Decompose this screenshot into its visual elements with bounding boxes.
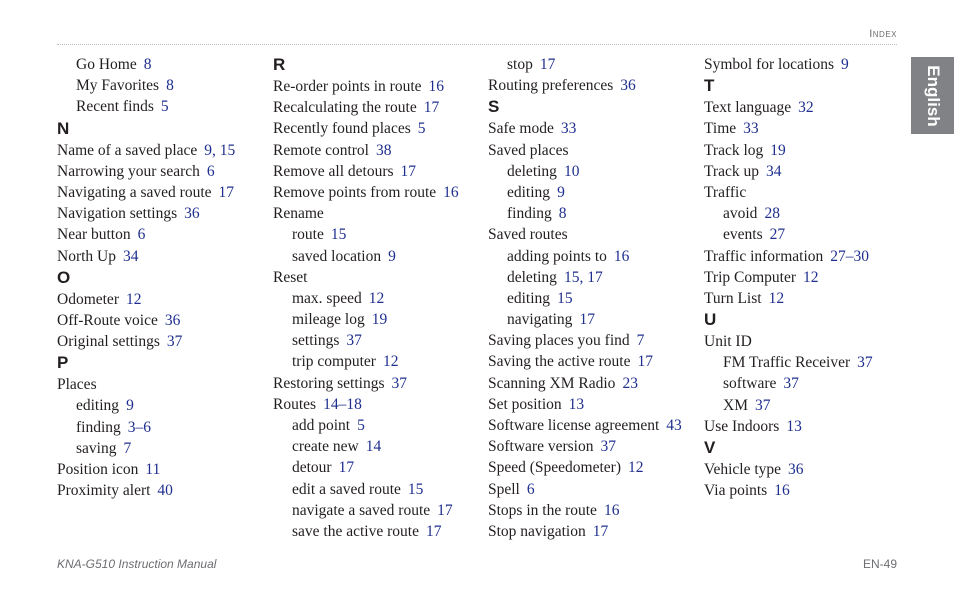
index-term: Spell xyxy=(488,480,520,498)
index-entry xyxy=(57,203,262,224)
index-term: Time xyxy=(704,120,737,138)
index-subentry xyxy=(273,309,478,330)
page-reference-link[interactable]: 43 xyxy=(666,417,682,434)
index-entry xyxy=(488,521,693,542)
index-entry xyxy=(704,331,909,352)
page-reference-link[interactable]: 33 xyxy=(743,120,759,138)
index-entry xyxy=(57,310,262,331)
index-subentry xyxy=(488,54,693,75)
page-reference-link[interactable]: 12 xyxy=(628,459,644,477)
index-term: software xyxy=(723,375,777,393)
index-subentry xyxy=(273,351,478,372)
index-column-1 xyxy=(57,54,262,501)
index-term: Name of a saved place xyxy=(57,141,198,159)
index-letter-heading: T xyxy=(704,76,715,96)
index-term: Text language xyxy=(704,99,792,117)
index-term: max. speed xyxy=(292,289,362,307)
index-subentry xyxy=(704,373,909,394)
index-subentry xyxy=(273,479,478,500)
page-reference-link[interactable]: 12 xyxy=(125,290,142,308)
index-letter-heading: V xyxy=(704,438,716,457)
index-subentry xyxy=(273,457,478,478)
page-reference-link[interactable]: 5 xyxy=(160,98,169,116)
index-entry xyxy=(704,54,909,75)
index-entry xyxy=(57,374,262,395)
index-term: finding xyxy=(76,418,121,436)
index-entry xyxy=(488,330,693,351)
index-term: Scanning XM Radio xyxy=(488,374,616,392)
index-term: Traffic xyxy=(704,183,747,201)
page-reference-link[interactable]: 8 xyxy=(143,56,152,73)
page-reference-link[interactable]: 17 xyxy=(579,311,595,329)
index-term: Saved places xyxy=(488,141,569,159)
index-subentry xyxy=(273,246,478,267)
page-reference-link[interactable]: 7 xyxy=(636,332,645,350)
page-reference-link[interactable]: 37 xyxy=(857,354,873,372)
index-term: Turn List xyxy=(704,289,762,307)
index-subentry xyxy=(57,96,262,117)
manual-title: KNA-G510 Instruction Manual xyxy=(57,557,217,571)
index-term: editing xyxy=(507,289,551,307)
language-tab-label: English xyxy=(923,64,943,127)
index-entry xyxy=(704,118,909,139)
page-reference-link[interactable]: 17 xyxy=(592,522,609,540)
index-term: editing xyxy=(76,397,120,415)
index-column-2 xyxy=(273,54,478,542)
index-term: Go Home xyxy=(76,56,137,73)
index-term: navigate a saved route xyxy=(292,501,431,519)
index-term: Safe mode xyxy=(488,120,554,138)
page-reference-link[interactable]: 3–6 xyxy=(127,418,152,436)
page-reference-link[interactable]: 12 xyxy=(768,289,785,307)
index-entry xyxy=(488,351,693,372)
page-reference-link[interactable]: 27–30 xyxy=(830,247,869,265)
page-reference-link[interactable]: 6 xyxy=(206,162,215,180)
index-subentry xyxy=(273,415,478,436)
index-term: Via points xyxy=(704,482,768,500)
page-reference-link[interactable]: 12 xyxy=(382,353,399,371)
page-reference-link[interactable]: 37 xyxy=(166,333,183,351)
index-entry xyxy=(273,267,478,288)
page-reference-link[interactable]: 5 xyxy=(357,417,365,434)
index-term: Symbol for locations xyxy=(704,56,835,73)
page-reference-link[interactable]: 6 xyxy=(526,480,535,498)
index-term: Routing preferences xyxy=(488,77,614,95)
index-term: Recalculating the route xyxy=(273,99,417,117)
page-reference-link[interactable]: 14–18 xyxy=(323,395,362,413)
index-entry xyxy=(273,161,478,182)
index-entry xyxy=(273,97,478,118)
index-entry xyxy=(57,331,262,352)
index-term: Places xyxy=(57,376,97,394)
page-reference-link[interactable]: 15 xyxy=(330,226,347,244)
index-entry xyxy=(488,415,693,436)
index-term: create new xyxy=(292,438,359,456)
index-subentry xyxy=(488,267,693,288)
page-reference-link[interactable]: 16 xyxy=(774,482,790,500)
index-term: add point xyxy=(292,417,351,434)
page-reference-link[interactable]: 15, 17 xyxy=(563,268,603,286)
index-term: route xyxy=(292,226,324,244)
index-entry xyxy=(273,373,478,394)
page-reference-link[interactable]: 34 xyxy=(765,162,782,180)
index-entry xyxy=(488,394,693,415)
index-subentry xyxy=(57,75,262,96)
index-subentry xyxy=(488,246,693,267)
index-entry xyxy=(704,97,909,118)
page-reference-link[interactable]: 16 xyxy=(603,501,620,519)
index-subentry xyxy=(273,500,478,521)
index-subentry xyxy=(57,417,262,438)
index-subentry xyxy=(704,352,909,373)
index-letter-heading: O xyxy=(57,267,71,287)
index-term: Restoring settings xyxy=(273,374,385,392)
index-term: deleting xyxy=(507,162,557,180)
index-term: Stops in the route xyxy=(488,501,597,519)
page-number: EN-49 xyxy=(862,557,897,571)
index-entry xyxy=(704,459,909,480)
page-reference-link[interactable]: 36 xyxy=(184,205,200,223)
index-term: stop xyxy=(507,56,533,73)
index-term: Saving the active route xyxy=(488,353,631,371)
page-reference-link[interactable]: 19 xyxy=(770,141,786,159)
index-term: Software version xyxy=(488,438,594,456)
page-reference-link[interactable]: 9 xyxy=(126,397,134,415)
page-reference-link[interactable]: 37 xyxy=(391,374,408,392)
page-reference-link[interactable]: 13 xyxy=(786,417,802,435)
index-term: Traffic information xyxy=(704,247,824,265)
index-subentry xyxy=(273,330,478,351)
page-reference-link[interactable]: 15 xyxy=(407,480,424,498)
index-entry xyxy=(57,459,262,480)
index-entry xyxy=(704,288,909,309)
index-term: settings xyxy=(292,332,340,350)
index-entry xyxy=(273,394,478,415)
index-entry xyxy=(488,75,693,96)
index-entry xyxy=(488,118,693,139)
index-term: navigating xyxy=(507,311,573,329)
index-term: Recently found places xyxy=(273,120,411,138)
index-subentry xyxy=(273,436,478,457)
index-entry xyxy=(57,161,262,182)
index-entry xyxy=(704,182,909,203)
index-term: Stop navigation xyxy=(488,522,586,540)
index-term: Remote control xyxy=(273,141,369,159)
index-term: Use Indoors xyxy=(704,417,780,435)
page-reference-link[interactable]: 12 xyxy=(803,268,819,286)
page-reference-link[interactable]: 36 xyxy=(620,77,636,95)
page-reference-link[interactable]: 17 xyxy=(218,183,235,201)
index-term: Vehicle type xyxy=(704,461,782,478)
page-reference-link[interactable]: 33 xyxy=(560,120,577,138)
page-reference-link[interactable]: 38 xyxy=(376,141,392,159)
page-reference-link[interactable]: 17 xyxy=(423,99,440,117)
page-reference-link[interactable]: 14 xyxy=(365,438,382,456)
index-subentry xyxy=(57,395,262,416)
page-reference-link[interactable]: 13 xyxy=(568,395,585,413)
index-term: Remove all detours xyxy=(273,162,394,180)
page-reference-link[interactable]: 17 xyxy=(338,459,355,477)
index-term: Rename xyxy=(273,205,324,223)
page-reference-link[interactable]: 36 xyxy=(788,461,804,478)
index-column-3 xyxy=(488,54,693,542)
index-term: My Favorites xyxy=(76,77,160,95)
page-reference-link[interactable]: 17 xyxy=(425,522,442,540)
page-reference-link[interactable]: 37 xyxy=(600,438,616,456)
index-term: Speed (Speedometer) xyxy=(488,459,621,477)
index-letter-heading: U xyxy=(704,310,717,330)
index-subentry xyxy=(488,288,693,309)
header-divider xyxy=(57,44,897,45)
index-term: mileage log xyxy=(292,311,365,329)
index-entry xyxy=(57,224,262,245)
index-term: Remove points from route xyxy=(273,183,437,201)
index-term: Position icon xyxy=(57,461,139,478)
index-term: save the active route xyxy=(292,522,419,540)
page-reference-link[interactable]: 19 xyxy=(371,311,388,329)
index-subentry xyxy=(704,203,909,224)
page-reference-link[interactable]: 16 xyxy=(613,247,630,265)
index-entry xyxy=(57,480,262,501)
index-term: Navigation settings xyxy=(57,205,178,223)
index-subentry xyxy=(57,54,262,75)
index-entry xyxy=(488,500,693,521)
index-term: saved location xyxy=(292,247,382,265)
language-tab xyxy=(911,57,954,134)
index-subentry xyxy=(488,182,693,203)
page-reference-link[interactable]: 40 xyxy=(157,482,173,500)
index-term: Software license agreement xyxy=(488,417,660,434)
index-term: North Up xyxy=(57,247,116,265)
index-term: saving xyxy=(76,439,117,457)
page-reference-link[interactable]: 9 xyxy=(841,56,849,73)
page-reference-link[interactable]: 11 xyxy=(145,461,161,478)
index-term: editing xyxy=(507,183,551,201)
index-term: XM xyxy=(723,396,748,414)
index-entry xyxy=(273,76,478,97)
page-reference-link[interactable]: 28 xyxy=(764,205,780,223)
index-entry xyxy=(704,140,909,161)
index-entry xyxy=(704,246,909,267)
index-term: Track up xyxy=(704,162,759,180)
index-term: Reset xyxy=(273,268,308,286)
index-term: Unit ID xyxy=(704,333,752,351)
page-reference-link[interactable]: 15 xyxy=(557,289,573,307)
index-subentry xyxy=(273,521,478,542)
index-subentry xyxy=(704,224,909,245)
index-subentry xyxy=(488,161,693,182)
index-entry xyxy=(57,289,262,310)
index-entry xyxy=(488,140,693,161)
index-entry xyxy=(57,140,262,161)
index-letter-heading: R xyxy=(273,55,286,74)
index-term: Navigating a saved route xyxy=(57,183,212,201)
index-term: Set position xyxy=(488,395,562,413)
index-entry xyxy=(273,182,478,203)
index-term: finding xyxy=(507,205,552,223)
index-entry xyxy=(273,140,478,161)
index-term: Recent finds xyxy=(76,98,154,116)
index-subentry xyxy=(488,309,693,330)
index-subentry xyxy=(704,395,909,416)
index-entry xyxy=(704,267,909,288)
index-term: Near button xyxy=(57,226,131,244)
index-entry xyxy=(273,203,478,224)
index-term: Trip Computer xyxy=(704,268,797,286)
index-entry xyxy=(704,416,909,437)
page-reference-link[interactable]: 37 xyxy=(783,375,799,393)
index-term: Odometer xyxy=(57,290,119,308)
page-reference-link[interactable]: 5 xyxy=(417,120,426,138)
index-entry xyxy=(488,436,693,457)
page-reference-link[interactable]: 10 xyxy=(563,162,580,180)
page-reference-link[interactable]: 7 xyxy=(123,439,132,457)
page-reference-link[interactable]: 17 xyxy=(539,56,556,73)
index-term: Routes xyxy=(273,395,317,413)
index-term: detour xyxy=(292,459,332,477)
page-reference-link[interactable]: 17 xyxy=(400,162,417,180)
page-reference-link[interactable]: 37 xyxy=(754,396,771,414)
index-letter-heading: N xyxy=(57,118,70,138)
page-reference-link[interactable]: 32 xyxy=(798,99,814,117)
index-term: Off-Route voice xyxy=(57,311,158,329)
index-entry xyxy=(704,161,909,182)
page-reference-link[interactable]: 17 xyxy=(437,501,453,519)
index-entry xyxy=(57,246,262,267)
index-subentry xyxy=(273,224,478,245)
index-entry xyxy=(57,182,262,203)
index-term: Original settings xyxy=(57,333,160,351)
index-term: Narrowing your search xyxy=(57,162,200,180)
index-subentry xyxy=(488,203,693,224)
index-term: Saved routes xyxy=(488,226,568,244)
page-reference-link[interactable]: 16 xyxy=(443,183,459,201)
page-reference-link[interactable]: 8 xyxy=(166,77,174,95)
index-entry xyxy=(488,373,693,394)
page-reference-link[interactable]: 9, 15 xyxy=(204,141,236,159)
index-term: Saving places you find xyxy=(488,332,630,350)
section-header: Index xyxy=(869,28,897,40)
index-column-4 xyxy=(704,54,909,501)
page-reference-link[interactable]: 34 xyxy=(122,247,139,265)
page-reference-link[interactable]: 6 xyxy=(137,226,146,244)
index-term: edit a saved route xyxy=(292,480,401,498)
index-entry xyxy=(704,480,909,501)
page-reference-link[interactable]: 12 xyxy=(368,289,385,307)
page-reference-link[interactable]: 16 xyxy=(428,78,445,95)
page-reference-link[interactable]: 36 xyxy=(164,311,181,329)
page-reference-link[interactable]: 37 xyxy=(346,332,362,350)
page-reference-link[interactable]: 9 xyxy=(388,247,396,265)
index-entry xyxy=(488,479,693,500)
index-term: adding points to xyxy=(507,247,607,265)
index-term: Proximity alert xyxy=(57,482,151,500)
index-term: trip computer xyxy=(292,353,376,371)
page-reference-link[interactable]: 17 xyxy=(637,353,653,371)
page-reference-link[interactable]: 23 xyxy=(622,374,638,392)
index-term: deleting xyxy=(507,268,557,286)
index-term: avoid xyxy=(723,205,758,223)
index-subentry xyxy=(273,288,478,309)
index-entry xyxy=(488,457,693,478)
index-entry xyxy=(273,118,478,139)
index-letter-heading: S xyxy=(488,97,500,117)
index-letter-heading: P xyxy=(57,353,69,373)
page-reference-link[interactable]: 8 xyxy=(558,205,567,223)
index-term: FM Traffic Receiver xyxy=(723,354,851,372)
index-entry xyxy=(488,224,693,245)
index-term: Re-order points in route xyxy=(273,78,422,95)
index-term: events xyxy=(723,226,763,244)
page-reference-link[interactable]: 27 xyxy=(769,226,786,244)
index-subentry xyxy=(57,438,262,459)
index-term: Track log xyxy=(704,141,764,159)
page-reference-link[interactable]: 9 xyxy=(557,183,565,201)
